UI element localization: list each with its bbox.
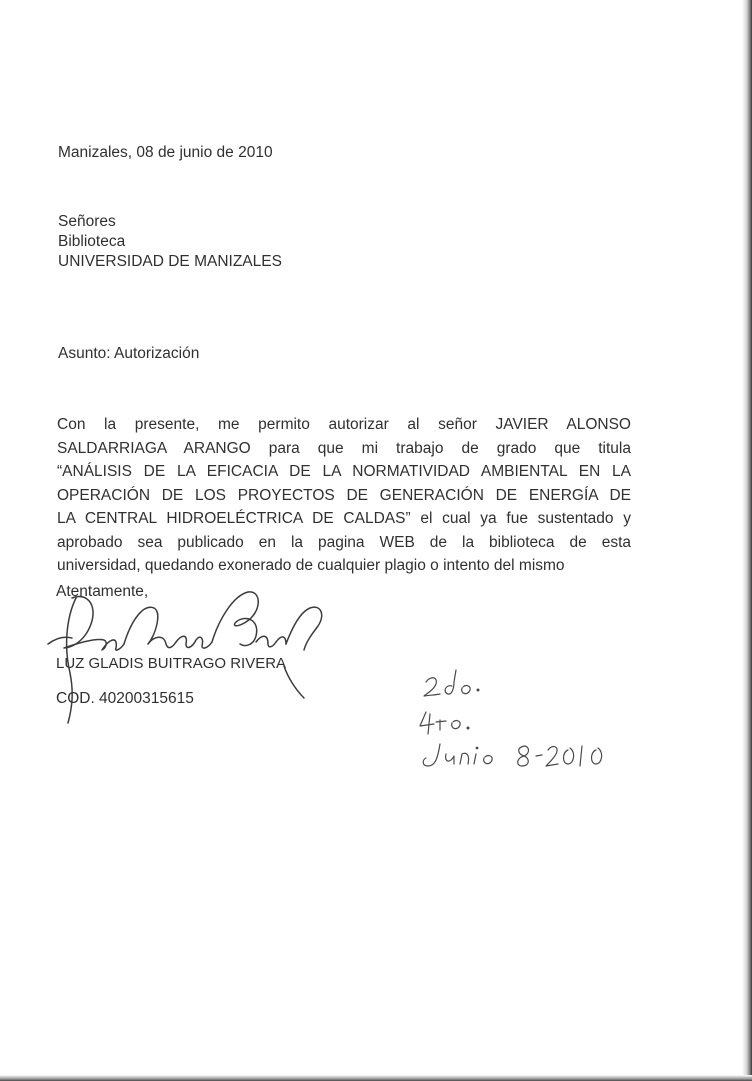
signer-name: LUZ GLADIS BUITRAGO RIVERA [56, 655, 287, 672]
body-line: “ANÁLISIS DE LA EFICACIA DE LA NORMATIVIDAD AMBIENTAL EN LA [57, 463, 631, 480]
body-line: Con la presente, me permito autorizar al señor JAVIER ALONSO [57, 416, 631, 433]
closing-line: Atentamente, [56, 583, 149, 600]
recipient-line-1: Señores [58, 213, 116, 230]
body-line: SALDARRIAGA ARANGO para que mi trabajo de grado que titula [57, 439, 631, 457]
body-line: OPERACIÓN DE LOS PROYECTOS DE GENERACIÓN DE ENERGÍA DE [57, 486, 631, 504]
recipient-line-2: Biblioteca [58, 233, 126, 250]
handwritten-annotation [410, 668, 620, 778]
signer-id: COD. 40200315615 [56, 690, 194, 707]
subject-line: Asunto: Autorización [58, 345, 200, 362]
body-line: aprobado sea publicado en la pagina WEB de la biblioteca de esta [57, 533, 631, 551]
scan-edge-bottom [0, 1075, 752, 1081]
body-line: universidad, quedando exonerado de cualquier plagio o intento del mismo [57, 557, 565, 574]
letter-body [57, 413, 631, 578]
date-line: Manizales, 08 de junio de 2010 [58, 144, 273, 161]
scan-edge-right [742, 0, 752, 1081]
signature-mark [36, 578, 336, 728]
body-line: LA CENTRAL HIDROELÉCTRICA DE CALDAS” el cual ya fue sustentado y [57, 510, 631, 527]
recipient-line-3: UNIVERSIDAD DE MANIZALES [58, 253, 282, 270]
